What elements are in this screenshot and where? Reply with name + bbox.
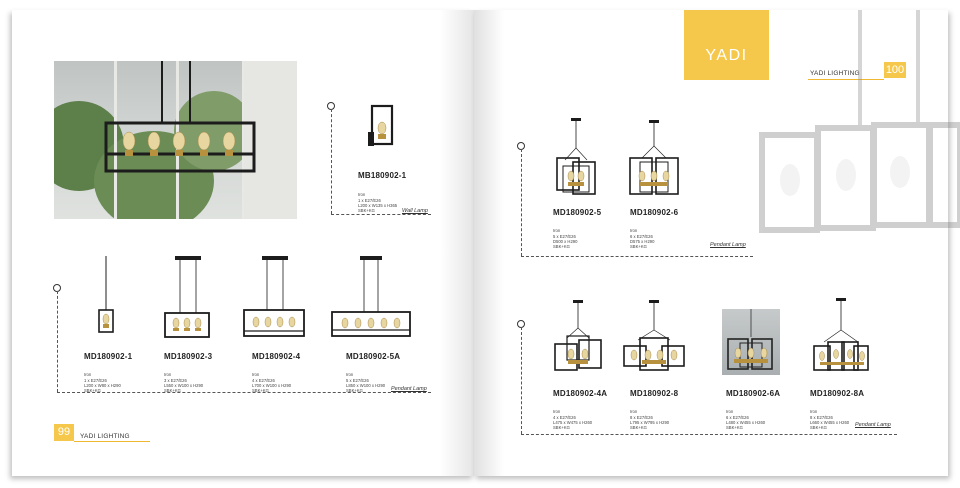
faded-chandelier-background [760, 10, 950, 240]
accent-rule [74, 441, 150, 442]
pendant-md180902-4-image [242, 256, 306, 340]
product-specs: Iron 5 x E27/E26 D500 x H290 SBK+KG [553, 228, 578, 249]
product-code: MD180902-5 [553, 208, 602, 217]
pendant-md180902-8a-image [812, 298, 870, 376]
wall-lamp-image [366, 104, 396, 154]
section-dash-line [521, 256, 753, 257]
pendant-md180902-1-image [95, 256, 119, 336]
section-dash-line [331, 109, 332, 214]
section-dash-line [521, 327, 522, 434]
category-label: Pendant Lamp [855, 422, 891, 428]
category-label: Pendant Lamp [391, 386, 427, 392]
page-number: 100 [885, 64, 905, 76]
product-specs: Iron 3 x E27/E26 L550 x W100 x H290 SBK+KG [164, 372, 204, 393]
pendant-md180902-6-image [628, 120, 680, 200]
pendant-md180902-5a-image [330, 256, 412, 340]
product-specs: Iron 6 x E27/E26 D575 x H290 SBK+KG [630, 228, 655, 249]
pendant-md180902-8-image [622, 300, 686, 374]
product-specs: Iron 8 x E27/E26 L795 x W795 x H290 SBK+KG [630, 409, 670, 430]
lifestyle-photo [54, 61, 297, 219]
product-specs: Iron 5 x E27/E26 L850 x W100 x H290 SBK+KG [346, 372, 386, 393]
product-code: MB180902-1 [358, 171, 407, 180]
book-gutter-shadow [440, 10, 474, 476]
pendant-md180902-6a-photo [722, 309, 780, 375]
footer-brand: YADI LIGHTING [80, 433, 130, 440]
product-code: MD180902-3 [164, 352, 213, 361]
product-code: MD180902-8A [810, 389, 865, 398]
category-label: Wall Lamp [402, 208, 428, 214]
product-code: MD180902-4A [553, 389, 608, 398]
header-brand: YADI LIGHTING [810, 70, 860, 77]
product-specs: Iron 4 x E27/E26 L700 x W100 x H290 SBK+KG [252, 372, 292, 393]
category-label: Pendant Lamp [710, 242, 746, 248]
pendant-md180902-5-image [553, 118, 599, 200]
pendant-md180902-3-image [163, 256, 213, 340]
pendant-md180902-4a-image [553, 300, 603, 374]
chandelier-photo-fixture [54, 61, 297, 219]
product-code: MD180902-6 [630, 208, 679, 217]
section-dash-line [57, 291, 58, 392]
product-specs: Iron 1 x E27/E26 L200 x W135 x H365 SBK+KG [358, 192, 398, 213]
book-gutter-shadow [474, 10, 504, 476]
section-dash-line [521, 149, 522, 256]
product-specs: Iron 8 x E27/E26 L660 x W455 x H260 SBK+KG [810, 409, 850, 430]
product-code: MD180902-6A [726, 389, 781, 398]
product-code: MD180902-5A [346, 352, 401, 361]
product-specs: Iron 4 x E27/E26 L475 x W475 x H260 SBK+KG [553, 409, 593, 430]
product-code: MD180902-4 [252, 352, 301, 361]
product-code: MD180902-8 [630, 389, 679, 398]
product-code: MD180902-1 [84, 352, 133, 361]
yadi-logo: YADI [684, 10, 769, 80]
product-specs: Iron 1 x E27/E26 L200 x W80 x H290 SBK+KG [84, 372, 121, 393]
page-number: 99 [54, 424, 74, 441]
product-specs: Iron 6 x E27/E26 L480 x W455 x H260 SBK+KG [726, 409, 766, 430]
